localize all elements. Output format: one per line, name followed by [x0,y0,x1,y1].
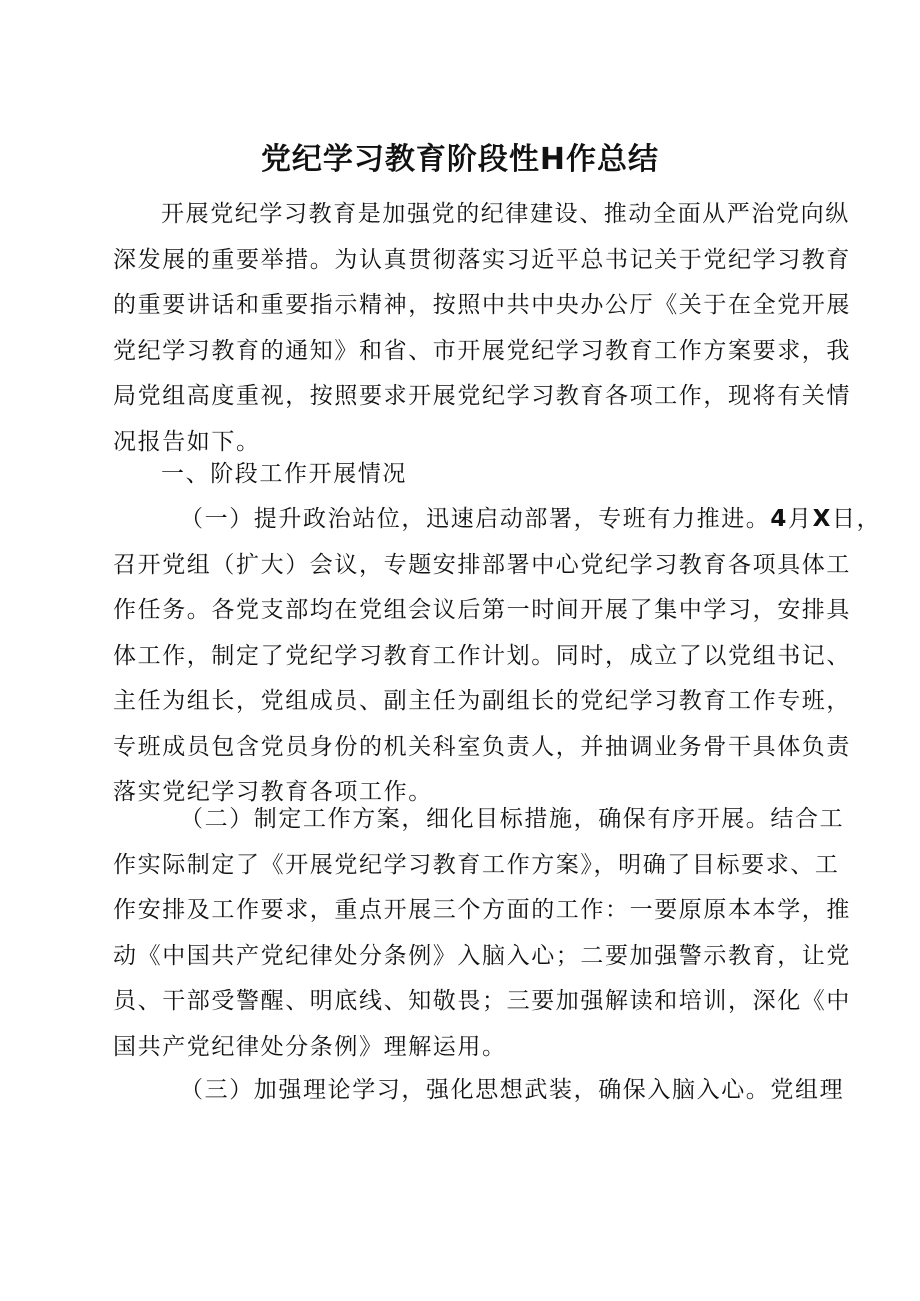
section-heading: 一、阶段工作开展情况 [161,461,407,487]
text-line: 召开党组（扩大）会议，专题安排部署中心党纪学习教育各项具体工 [113,551,851,578]
date-month-number: 4 [770,506,789,532]
section-heading-block [113,452,810,498]
text-line: 作任务。各党支部均在党组会议后第一时间开展了集中学习，安排具 [113,597,851,623]
date-day-number: X [812,506,832,532]
text-line: （二）制定工作方案，细化目标措施，确保有序开展。结合工 [180,806,845,832]
text-line: 作实际制定了《开展党纪学习教育工作方案》，明确了目标要求、工 [113,851,840,878]
text-line: 主任为组长，党组成员、副主任为副组长的党纪学习教育工作专班， [113,688,851,714]
item-one-lead: （一）提升政治站位，迅速启动部署，专班有力推进。 [180,506,771,532]
text-line: 深发展的重要举措。为认真贯彻落实习近平总书记关于党纪学习教育 [113,246,851,273]
text-line: 党纪学习教育的通知》和省、市开展党纪学习教育工作方案要求，我 [113,337,851,364]
text-line: 动《中国共产党纪律处分条例》入脑入心；二要加强警示教育，让党 [113,942,851,969]
text-line: 专班成员包含党员身份的机关科室负责人，并抽调业务骨干具体负责 [113,733,851,760]
text-line: 况报告如下。 [113,428,261,455]
intro-paragraph [113,192,851,465]
text-line-with-date [113,497,882,543]
item-three-paragraph [113,1068,845,1114]
date-month-char: 月 [788,506,813,532]
text-line: 员、干部受警醒、明底线、知敬畏；三要加强解读和培训，深化《中 [113,988,851,1014]
item-one-paragraph [113,497,882,816]
text-line: 局党组高度重视，按照要求开展党纪学习教育各项工作，现将有关情 [113,383,851,409]
text-line: （三）加强理论学习，强化思想武装，确保入脑入心。党组理 [180,1077,845,1103]
text-line: 开展党纪学习教育是加强党的纪律建设、推动全面从严治党向纵 [161,201,850,227]
text-line: 的重要讲话和重要指示精神，按照中共中央办公厅《关于在全党开展 [113,292,851,318]
item-two-paragraph [113,797,851,1070]
text-line: 作安排及工作要求，重点开展三个方面的工作：一要原原本本学，推 [113,897,851,923]
text-line: 体工作，制定了党纪学习教育工作计划。同时，成立了以党组书记、 [113,642,851,669]
text-line: 落实党纪学习教育各项工作。 [113,779,433,805]
date-day-char: 日， [831,506,882,532]
document-title: 党纪学习教育阶段性H作总结 [260,142,660,177]
text-line: 国共产党纪律处分条例》理解运用。 [113,1033,507,1060]
